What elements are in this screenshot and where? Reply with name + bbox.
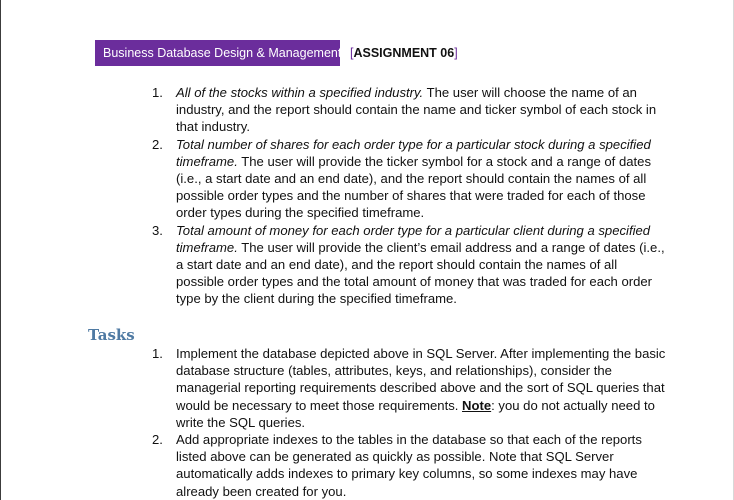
item-number: 2. [152,136,163,152]
course-title-banner [95,40,340,66]
item-text: The user will provide the ticker symbol for a stock and a range of dates (i.e., a start date and an end date), and the report should contain the names of all possible order types and the number of shares that were traded for each of those order types during the specified timeframe. [176,153,651,221]
bracket-open: [ [350,46,354,60]
course-title: Business Database Design & Management [103,46,342,60]
item-number: 3. [152,222,163,238]
report-requirements-list [152,84,666,308]
tasks-list [152,345,666,500]
assignment-label [350,40,458,66]
item-number: 1. [152,346,163,361]
item-text: Add appropriate indexes to the tables in the database so that each of the reports listed above can be generated as quickly as possible. Note that SQL Server automatically adds indexes to primary key columns, so some indexes may have already been created for you. [176,432,642,499]
list-item [152,345,666,431]
item-title: All of the stocks within a specified industry. [176,85,424,100]
note-label: Note [462,397,492,413]
list-item [152,222,666,308]
tasks-heading: Tasks [88,326,135,344]
item-text: Implement the database depicted above in SQL Server. After implementing the basic database structure (tables, attributes, keys, and relationships), consider the managerial reporting requirements described above and the sort of SQL queries that would be necessary to meet those requirements. [176,346,666,413]
assignment-number: ASSIGNMENT 06 [353,46,455,60]
page-left-border [0,0,1,500]
note-text: : you do not actually need to write the SQL queries. [176,397,655,430]
list-item [152,84,666,136]
item-text: The user will choose the name of an industry, and the report should contain the name and ticker symbol of each stock in that industry. [176,85,657,135]
bracket-close: ] [454,46,458,60]
item-number: 2. [152,432,163,448]
item-number: 1. [152,85,163,100]
list-item [152,431,666,500]
list-item [152,136,666,222]
item-text: The user will provide the client’s email address and a range of dates (i.e., a start date and an end date), and the report should contain the names of all possible order types and the total amount of money that was traded for each order type by the client during the specified timeframe. [176,239,665,307]
item-title: Total number of shares for each order type for a particular stock during a specified timeframe. [176,136,651,169]
item-title: Total amount of money for each order type for a particular client during a specified timeframe. [176,222,651,255]
